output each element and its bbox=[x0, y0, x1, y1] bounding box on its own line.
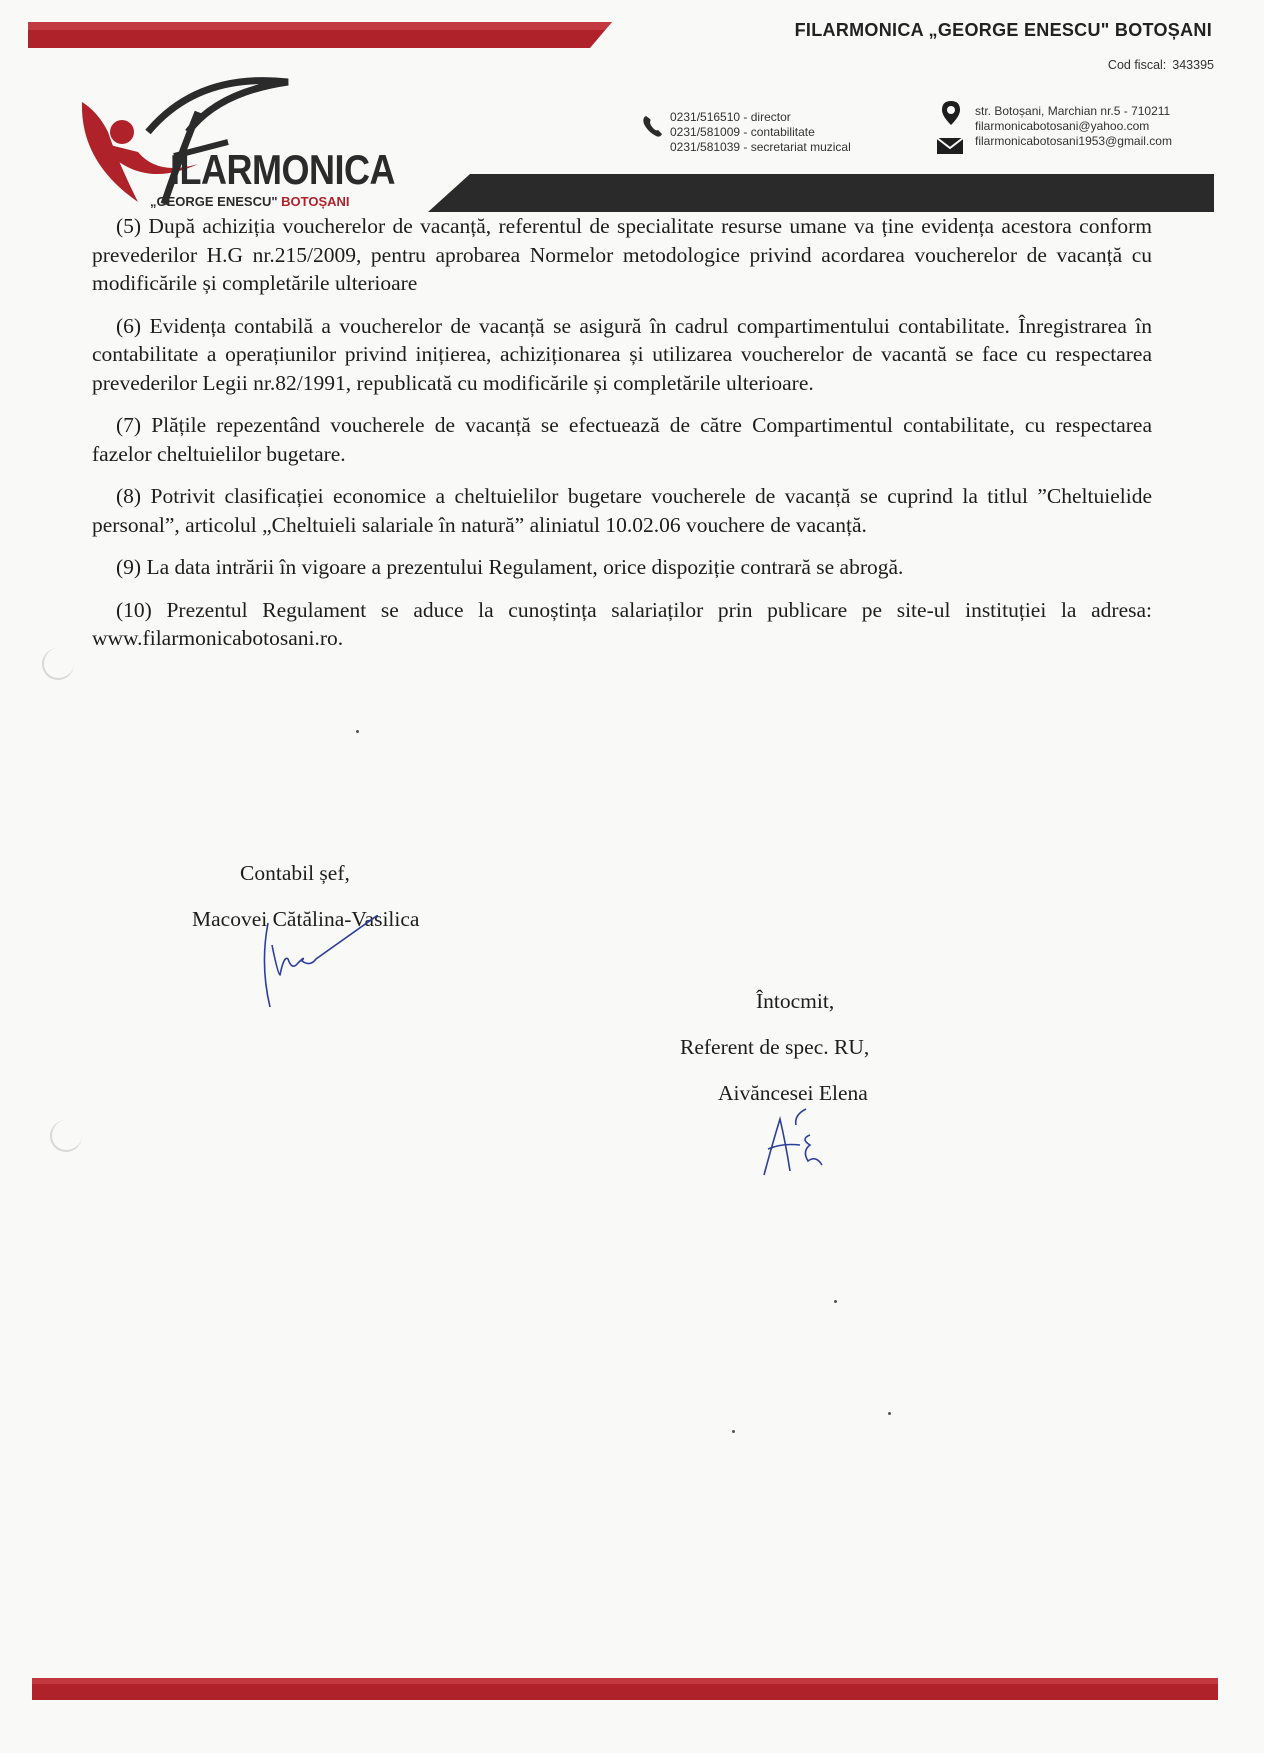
scan-speck bbox=[732, 1430, 735, 1433]
paragraph-5: (5) După achiziția voucherelor de vacanță, referentul de specialitate resurse umane va ține evidența acestora conform prevederilor H.G nr.215/2009, pentru aprobarea Normelor metodologice privind acordarea voucherelor de vacanță cu modificările și completările ulterioare bbox=[92, 214, 1152, 295]
scan-speck bbox=[356, 730, 359, 733]
scan-speck bbox=[834, 1300, 837, 1303]
phone-director: 0231/516510 - director bbox=[670, 110, 791, 124]
organization-name: FILARMONICA „GEORGE ENESCU" BOTOȘANI bbox=[794, 20, 1212, 40]
logo-wordmark: ILARMONICA bbox=[170, 146, 395, 194]
fiscal-code: Cod fiscal: 343395 bbox=[1107, 58, 1214, 72]
punch-hole-mark bbox=[42, 648, 74, 680]
footer-red-band bbox=[32, 1678, 1218, 1700]
punch-hole-mark bbox=[50, 1120, 82, 1152]
location-pin-icon bbox=[940, 100, 962, 126]
email-gmail: filarmonicabotosani1953@gmail.com bbox=[975, 134, 1172, 148]
paragraph-8: (8) Potrivit clasificației economice a cheltuielilor bugetare voucherele de vacanță se cuprind la titlul ”Cheltuielide personal”, articolul „Cheltuieli salariale în natură” aliniatul 10.02.06 vouchere de vacanță. bbox=[92, 484, 1152, 537]
signature-block-referent bbox=[680, 978, 869, 1116]
paragraph-10: (10) Prezentul Regulament se aduce la cunoștința salariaților prin publicare pe site-ul instituției la adresa: www.filarmonicabotosani.ro. bbox=[92, 597, 1152, 650]
handwritten-signature-referent bbox=[760, 1105, 860, 1185]
phone-list bbox=[670, 110, 851, 155]
accountant-name: Macovei Cătălina-Vasilica bbox=[192, 907, 420, 931]
phone-accounting: 0231/581009 - contabilitate bbox=[670, 125, 815, 139]
handwritten-signature-accountant bbox=[258, 915, 378, 1015]
phone-secretariat: 0231/581039 - secretariat muzical bbox=[670, 140, 851, 154]
header-dark-band bbox=[0, 168, 1264, 212]
referent-name: Aivăncesei Elena bbox=[718, 1081, 868, 1105]
phone-icon bbox=[642, 114, 664, 138]
referent-title: Referent de spec. RU, bbox=[680, 1035, 870, 1059]
logo-subtitle: „GEORGE ENESCU" BOTOȘANI bbox=[150, 194, 350, 209]
email-yahoo: filarmonicabotosani@yahoo.com bbox=[975, 119, 1150, 133]
paragraph-9: (9) La data intrării în vigoare a prezentului Regulament, orice dispoziție contrară se abrogă. bbox=[116, 555, 904, 579]
scan-speck bbox=[888, 1412, 891, 1415]
regulation-body bbox=[92, 212, 1152, 667]
contact-info bbox=[975, 104, 1172, 149]
accountant-title: Contabil șef, bbox=[240, 861, 350, 885]
prepared-by-label: Întocmit, bbox=[756, 989, 835, 1013]
paragraph-6: (6) Evidența contabilă a voucherelor de vacanță se asigură în cadrul compartimentului contabilitate. Înregistrarea în contabilitate a operațiunilor privind inițierea, achiziționarea și utilizarea voucherelor de vacantă se face cu respectarea prevederilor Legii nr.82/1991, republicată cu modificările și completările ulterioare. bbox=[92, 313, 1152, 395]
paragraph-7: (7) Plățile repezentând voucherele de vacanță se efectuează de către Compartimentul contabilitate, cu respectarea fazelor cheltuielilor bugetare. bbox=[92, 413, 1152, 466]
email-envelope-icon bbox=[936, 136, 964, 156]
address-text: str. Botoșani, Marchian nr.5 - 710211 bbox=[975, 104, 1171, 118]
